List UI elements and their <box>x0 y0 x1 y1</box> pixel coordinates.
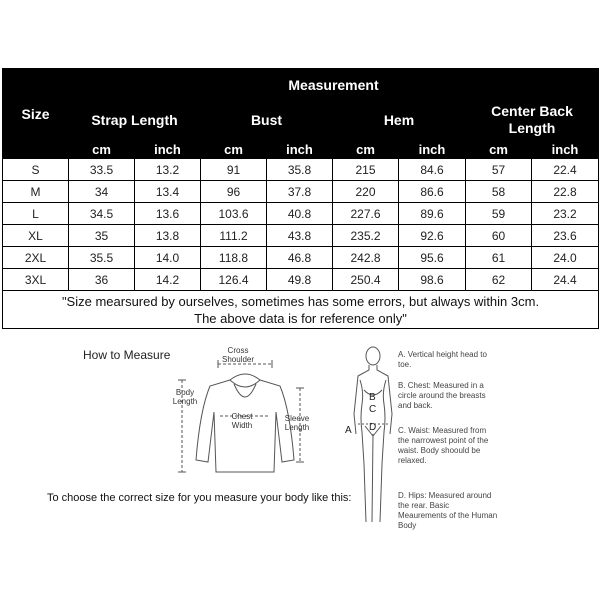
table-cell: 46.8 <box>267 247 333 269</box>
table-cell: 242.8 <box>333 247 399 269</box>
unit-header: cm <box>69 140 135 159</box>
table-cell: 13.8 <box>135 225 201 247</box>
size-cell: XL <box>3 225 69 247</box>
table-row <box>3 269 599 291</box>
choose-size-instruction: To choose the correct size for you measure your body like this: <box>47 492 352 504</box>
note-line-1: "Size mearsured by ourselves, sometimes has some errors, but always within 3cm. <box>61 293 540 309</box>
table-cell: 49.8 <box>267 269 333 291</box>
table-cell: 235.2 <box>333 225 399 247</box>
unit-header: cm <box>466 140 532 159</box>
table-row <box>3 247 599 269</box>
body-letter-a: A <box>345 425 352 436</box>
group-header-bust: Bust <box>201 101 333 140</box>
table-row <box>3 181 599 203</box>
table-cell: 61 <box>466 247 532 269</box>
table-cell: 23.6 <box>532 225 599 247</box>
table-row <box>3 159 599 181</box>
table-cell: 111.2 <box>201 225 267 247</box>
note-line-2: The above data is for reference only" <box>194 310 407 326</box>
table-cell: 22.8 <box>532 181 599 203</box>
note-row <box>3 291 599 329</box>
reference-note <box>3 291 599 329</box>
body-letter-d: D <box>369 422 377 433</box>
size-cell: L <box>3 203 69 225</box>
cross-shoulder-label: Cross Shoulder <box>221 346 255 364</box>
table-cell: 60 <box>466 225 532 247</box>
group-header-hem: Hem <box>333 101 466 140</box>
table-cell: 40.8 <box>267 203 333 225</box>
group-header-strap-length: Strap Length <box>69 101 201 140</box>
table-cell: 89.6 <box>399 203 466 225</box>
table-cell: 126.4 <box>201 269 267 291</box>
table-cell: 220 <box>333 181 399 203</box>
table-cell: 13.6 <box>135 203 201 225</box>
table-cell: 33.5 <box>69 159 135 181</box>
table-cell: 37.8 <box>267 181 333 203</box>
size-cell: 3XL <box>3 269 69 291</box>
table-cell: 43.8 <box>267 225 333 247</box>
table-row <box>3 203 599 225</box>
unit-header: cm <box>201 140 267 159</box>
unit-header: inch <box>532 140 599 159</box>
table-cell: 14.2 <box>135 269 201 291</box>
table-cell: 118.8 <box>201 247 267 269</box>
body-letter-c: C <box>369 404 377 415</box>
table-cell: 57 <box>466 159 532 181</box>
legend-chest: B. Chest: Measured in a circle around the breasts and back. <box>398 381 486 410</box>
table-cell: 103.6 <box>201 203 267 225</box>
table-cell: 86.6 <box>399 181 466 203</box>
sleeve-length-label: Sleeve Length <box>284 414 310 432</box>
size-cell: S <box>3 159 69 181</box>
table-cell: 91 <box>201 159 267 181</box>
table-cell: 227.6 <box>333 203 399 225</box>
table-cell: 23.2 <box>532 203 599 225</box>
body-figure <box>348 344 398 526</box>
unit-header: cm <box>333 140 399 159</box>
how-to-measure-title: How to Measure <box>83 348 171 362</box>
table-cell: 98.6 <box>399 269 466 291</box>
table-cell: 250.4 <box>333 269 399 291</box>
table-cell: 35 <box>69 225 135 247</box>
table-cell: 62 <box>466 269 532 291</box>
group-header-center-back-length: Center Back Length <box>466 101 599 140</box>
table-cell: 35.5 <box>69 247 135 269</box>
table-cell: 58 <box>466 181 532 203</box>
table-cell: 84.6 <box>399 159 466 181</box>
measurement-header: Measurement <box>69 69 599 101</box>
table-row <box>3 225 599 247</box>
table-cell: 95.6 <box>399 247 466 269</box>
table-cell: 215 <box>333 159 399 181</box>
body-length-label: Body Length <box>172 388 198 406</box>
size-column-header: Size <box>3 69 69 159</box>
table-cell: 36 <box>69 269 135 291</box>
size-cell: 2XL <box>3 247 69 269</box>
table-cell: 14.0 <box>135 247 201 269</box>
table-cell: 13.2 <box>135 159 201 181</box>
table-cell: 35.8 <box>267 159 333 181</box>
table-cell: 24.0 <box>532 247 599 269</box>
table-cell: 59 <box>466 203 532 225</box>
table-cell: 92.6 <box>399 225 466 247</box>
table-cell: 22.4 <box>532 159 599 181</box>
size-cell: M <box>3 181 69 203</box>
legend-hips: D. Hips: Measured around the rear. Basic Meaurements of the Human Body <box>398 491 498 530</box>
table-cell: 24.4 <box>532 269 599 291</box>
body-letter-b: B <box>369 392 376 403</box>
legend-waist: C. Waist: Measured from the narrowest point of the waist. Body shoould be relaxed. <box>398 426 489 465</box>
unit-header: inch <box>135 140 201 159</box>
chest-width-label: Chest Width <box>231 412 253 430</box>
table-cell: 96 <box>201 181 267 203</box>
table-cell: 34.5 <box>69 203 135 225</box>
table-cell: 13.4 <box>135 181 201 203</box>
unit-header: inch <box>267 140 333 159</box>
size-chart-table <box>2 68 599 329</box>
table-cell: 34 <box>69 181 135 203</box>
unit-header: inch <box>399 140 466 159</box>
legend-vertical-height: A. Vertical height head to toe. <box>398 350 487 369</box>
